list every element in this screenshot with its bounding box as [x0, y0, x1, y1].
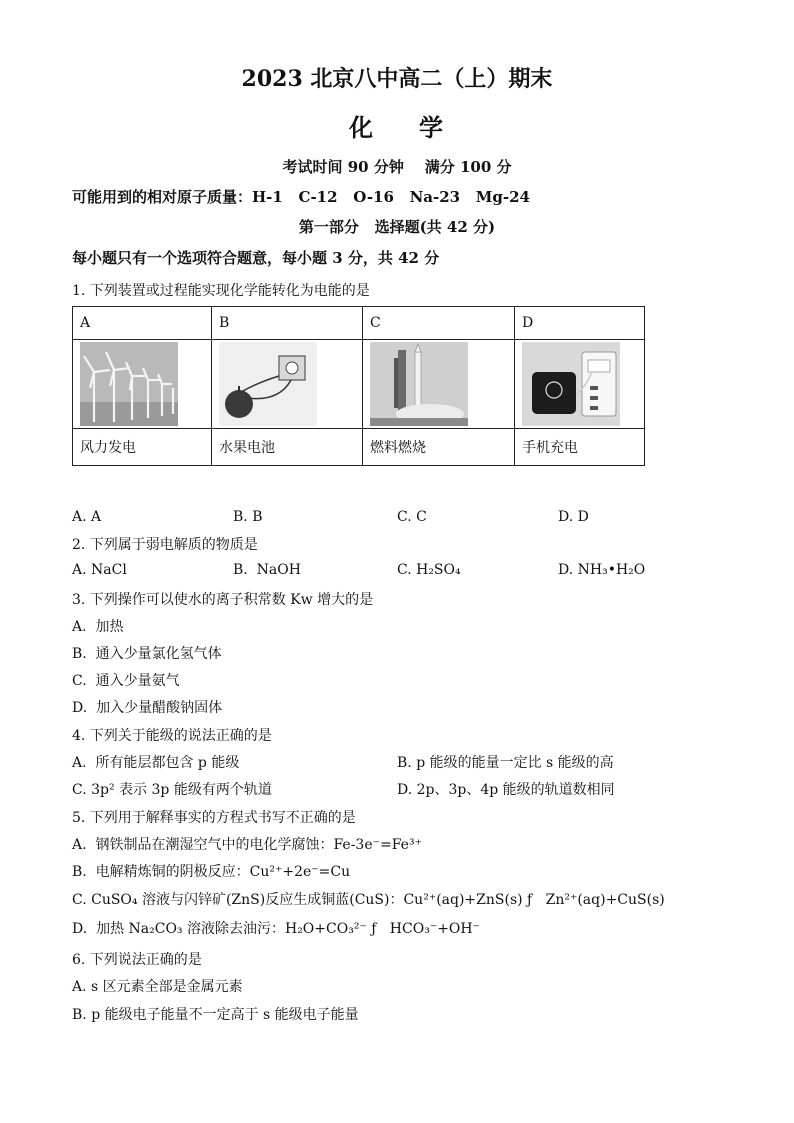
q1-caption-b: 水果电池 [212, 429, 363, 466]
q3-option-b[interactable]: B. 通入少量氯化氢气体 [72, 646, 222, 662]
q1-header-c: C [363, 307, 515, 340]
rocket-launch-photo [370, 342, 468, 426]
q5-option-b[interactable]: B. 电解精炼铜的阴极反应：Cu²⁺+2e⁻=Cu [72, 864, 351, 880]
q5-option-a[interactable]: A. 钢铁制品在潮湿空气中的电化学腐蚀：Fe-3e⁻=Fe³⁺ [72, 837, 422, 853]
q1-option-c[interactable]: C. C [397, 509, 427, 525]
q3-stem: 3. 下列操作可以使水的离子积常数 Kw 增大的是 [72, 592, 374, 608]
exam-title: 2023 北京八中高二（上）期末 [241, 66, 553, 92]
q1-option-a[interactable]: A. A [72, 509, 102, 525]
q5-option-d[interactable]: D. 加热 Na₂CO₃ 溶液除去油污：H₂O+CO₃²⁻ ƒ HCO₃⁻+OH⁻ [72, 921, 481, 937]
q5-option-c[interactable]: C. CuSO₄ 溶液与闪锌矿(ZnS)反应生成铜蓝(CuS)：Cu²⁺(aq)+ZnS(s) ƒ Zn²⁺(aq)+CuS(s) [72, 892, 665, 908]
subject-title [0, 108, 794, 143]
wind-turbines-photo [80, 342, 178, 426]
q2-option-b[interactable]: B. NaOH [233, 562, 301, 578]
q1-option-d[interactable]: D. D [558, 509, 589, 525]
q4-option-d[interactable]: D. 2p、3p、4p 能级的轨道数相同 [397, 782, 615, 798]
q3-option-a[interactable]: A. 加热 [72, 619, 124, 635]
q2-option-c[interactable]: C. H₂SO₄ [397, 562, 461, 578]
q4-option-a[interactable]: A. 所有能层都包含 p 能级 [72, 755, 240, 771]
q6-stem: 6. 下列说法正确的是 [72, 952, 202, 968]
q4-option-c[interactable]: C. 3p² 表示 3p 能级有两个轨道 [72, 782, 272, 798]
exam-info: 考试时间 90 分钟 满分 100 分 [282, 158, 512, 176]
q1-options-table [72, 306, 645, 466]
q1-header-a: A [73, 307, 212, 340]
q1-header-b: B [212, 307, 363, 340]
subject-char-1: 化 [349, 113, 375, 142]
phone-charging-photo [522, 342, 620, 426]
q4-stem: 4. 下列关于能级的说法正确的是 [72, 728, 272, 744]
q1-caption-d: 手机充电 [515, 429, 645, 466]
atomic-masses: 可能用到的相对原子质量：H-1 C-12 O-16 Na-23 Mg-24 [72, 188, 530, 206]
q1-caption-a: 风力发电 [73, 429, 212, 466]
subject-char-2: 学 [419, 113, 445, 142]
fruit-battery-photo [219, 342, 317, 426]
q5-stem: 5. 下列用于解释事实的方程式书写不正确的是 [72, 810, 356, 826]
q2-option-d[interactable]: D. NH₃•H₂O [558, 562, 646, 578]
q3-option-c[interactable]: C. 通入少量氨气 [72, 673, 180, 689]
q1-stem: 1. 下列装置或过程能实现化学能转化为电能的是 [72, 283, 370, 299]
instructions: 每小题只有一个选项符合题意，每小题 3 分，共 42 分 [72, 249, 440, 267]
q1-option-b[interactable]: B. B [233, 509, 263, 525]
part-title: 第一部分 选择题(共 42 分) [298, 218, 496, 236]
q6-option-b[interactable]: B. p 能级电子能量不一定高于 s 能级电子能量 [72, 1007, 359, 1023]
q3-option-d[interactable]: D. 加入少量醋酸钠固体 [72, 700, 223, 716]
q2-stem: 2. 下列属于弱电解质的物质是 [72, 537, 258, 553]
q2-option-a[interactable]: A. NaCl [72, 562, 127, 578]
q1-header-d: D [515, 307, 645, 340]
q1-caption-c: 燃料燃烧 [363, 429, 515, 466]
q4-option-b[interactable]: B. p 能级的能量一定比 s 能级的高 [397, 755, 614, 771]
q6-option-a[interactable]: A. s 区元素全部是金属元素 [72, 979, 243, 995]
